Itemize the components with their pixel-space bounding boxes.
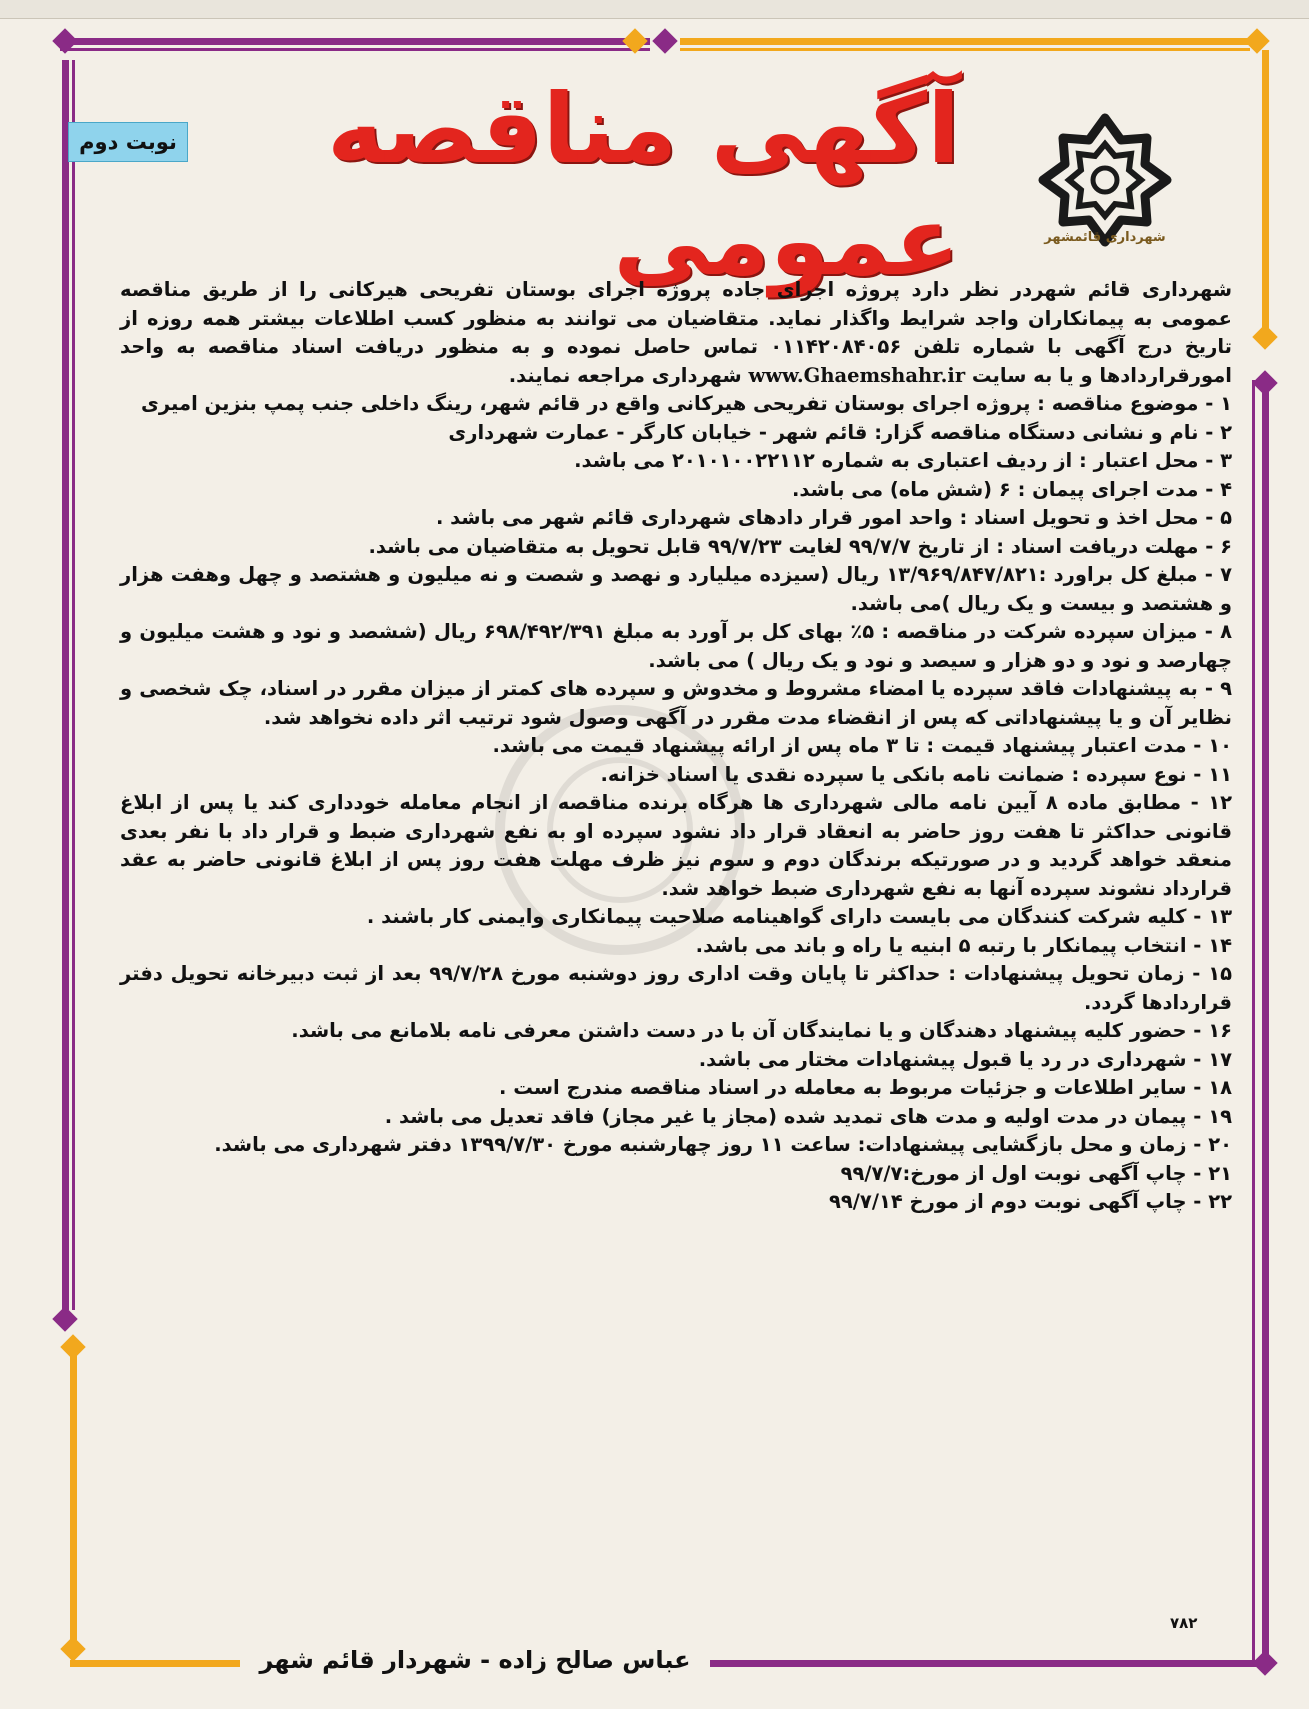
list-item: ۱۹ - پیمان در مدت اولیه و مدت های تمدید شده (مجاز یا غیر مجاز) فاقد تعدیل می باشد .: [384, 1104, 1232, 1128]
frame-corner-diamond: [1252, 1650, 1277, 1675]
frame-left-purple-inner: [72, 60, 75, 1310]
municipality-star-emblem-icon: [1035, 110, 1175, 250]
list-item: ۱۰ - مدت اعتبار پیشنهاد قیمت : تا ۳ ماه پس از ارائه پیشنهاد قیمت می باشد.: [492, 734, 1232, 757]
list-item: ۱۱ - نوع سپرده : ضمانت نامه بانکی یا سپرده نقدی یا اسناد خزانه.: [600, 762, 1232, 786]
list-item: ۱۲ - مطابق ماده ۸ آیین نامه مالی شهرداری ها هرگاه برنده مناقصه از انجام معامله خودداری کند یا پس از ابلاغ قانونی حداکثر تا هفت روز حاضر به انعقاد قرار داد نشود سپرده او به نفع شهرداری ضبط و قرار داد با نفر بعدی منعقد خواهد گردید و در صورتیکه برندگان دوم و سوم نیز ظرف مهلت هفت روز پس از ابلاغ قانونی حاضر به عقد قرارداد نشوند سپرده آنها به نفع شهرداری ضبط خواهد شد.: [120, 791, 1232, 900]
list-item: ۲ - نام و نشانی دستگاه مناقصه گزار: قائم شهر - خیابان کارگر - عمارت شهرداری: [448, 420, 1232, 444]
frame-diamond: [1252, 324, 1277, 349]
frame-corner-diamond: [60, 1636, 85, 1661]
list-item: ۵ - محل اخذ و تحویل اسناد : واحد امور قرار دادهای شهرداری قائم شهر می باشد .: [435, 506, 1232, 529]
frame-right-orange: [1262, 50, 1269, 340]
edition-badge: نوبت دوم: [68, 122, 188, 162]
frame-diamond: [1252, 370, 1277, 395]
list-item: ۱۶ - حضور کلیه پیشنهاد دهندگان و یا نمایندگان آن با در دست داشتن معرفی نامه بلامانع می باشد.: [291, 1019, 1232, 1042]
list-item: ۹ - به پیشنهادات فاقد سپرده یا امضاء مشروط و مخدوش و سپرده های کمتر از میزان مقرر در اسناد، چک شخصی و نظایر آن و یا پیشنهاداتی که پس از انقضاء مدت مقرر در آگهی وصول شود ترتیب اثر داده نخواهد شد.: [120, 677, 1232, 729]
ad-title: آگهی مناقصه عمومی: [327, 73, 960, 297]
website-link[interactable]: www.Ghaemshahr.ir: [748, 363, 966, 387]
list-item: ۱۵ - زمان تحویل پیشنهادات : حداکثر تا پایان وقت اداری روز دوشنبه مورخ ۹۹/۷/۲۸ بعد از ثبت دبیرخانه تحویل دفتر قراردادها گردد.: [120, 962, 1232, 1014]
list-item: ۳ - محل اعتبار : از ردیف اعتباری به شماره ۲۰۱۰۱۰۰۲۲۱۱۲ می باشد.: [574, 449, 1232, 472]
intro-text-end: شهرداری مراجعه نمایند.: [508, 363, 742, 387]
previous-ad-edge: [0, 0, 1309, 19]
intro-paragraph: [120, 276, 1232, 390]
signature: عباس صالح زاده - شهردار قائم شهر: [240, 1640, 710, 1680]
list-item: ۱۷ - شهرداری در رد یا قبول پیشنهادات مختار می باشد.: [698, 1047, 1232, 1071]
list-item: ۱۴ - انتخاب پیمانکار با رتبه ۵ ابنیه یا راه و باند می باشد.: [695, 933, 1232, 957]
list-item: ۱۸ - سایر اطلاعات و جزئیات مربوط به معامله در اسناد مناقصه مندرج است .: [499, 1076, 1232, 1099]
list-item: ۷ - مبلغ کل براورد :۱۳/۹۶۹/۸۴۷/۸۲۱ ریال (سیزده میلیارد و نهصد و شصت و نه میلیون و هشتصد و چهل وهفت هزار و هشتصد و بیست و یک ریال )می باشد.: [120, 563, 1232, 615]
logo-caption: شهرداری قائمشهر: [1044, 230, 1166, 245]
frame-diamond: [60, 1334, 85, 1359]
frame-right-purple-inner: [1252, 380, 1255, 1660]
list-item: ۲۲ - چاپ آگهی نوبت دوم از مورخ ۹۹/۷/۱۴: [829, 1190, 1232, 1213]
frame-bottom-purple: [700, 1660, 1260, 1667]
list-item: ۱۳ - کلیه شرکت کنندگان می بایست دارای گواهینامه صلاحیت پیمانکاری وایمنی کار باشند .: [366, 905, 1232, 928]
frame-diamond: [652, 28, 677, 53]
frame-right-purple: [1262, 380, 1269, 1660]
list-item: ۱ - موضوع مناقصه : پروژه اجرای بوستان تفریحی هیرکانی واقع در قائم شهر، رینگ داخلی جنب پمپ بنزین امیری: [141, 392, 1232, 415]
list-item: ۲۱ - چاپ آگهی نوبت اول از مورخ:۹۹/۷/۷: [840, 1161, 1232, 1185]
frame-top-orange: [680, 38, 1250, 45]
list-item: ۲۰ - زمان و محل بازگشایی پیشنهادات: ساعت ۱۱ روز چهارشنبه مورخ ۱۳۹۹/۷/۳۰ دفتر شهرداری می باشد.: [214, 1133, 1232, 1156]
list-item: ۴ - مدت اجرای پیمان : ۶ (شش ماه) می باشد.: [791, 477, 1232, 501]
list-item: ۶ - مهلت دریافت اسناد : از تاریخ ۹۹/۷/۷ لغایت ۹۹/۷/۲۳ قابل تحویل به متقاضیان می باشد.: [368, 534, 1232, 558]
list-item: ۸ - میزان سپرده شرکت در مناقصه : ۵٪ بهای کل بر آورد به مبلغ ۶۹۸/۴۹۲/۳۹۱ ریال (ششصد و نود و هشت میلیون و چهارصد و نود و دو هزار و سیصد و نود و یک ریال ) می باشد.: [120, 620, 1233, 672]
frame-top-orange-inner: [680, 48, 1250, 51]
frame-left-orange: [70, 1340, 77, 1640]
frame-diamond: [52, 1306, 77, 1331]
frame-left-purple: [62, 60, 69, 1310]
ad-body: [120, 276, 1232, 1217]
page-number: ۷۸۲: [1170, 1614, 1198, 1632]
frame-top-purple-inner: [60, 48, 650, 51]
frame-top-purple: [60, 38, 650, 45]
intro-text: شهرداری قائم شهردر نظر دارد پروژه اجرای جاده پروژه اجرای بوستان تفریحی هیرکانی را از طریق مناقصه عمومی به پیمانکاران واجد شرایط واگذار نماید. متقاضیان می توانند به منظور کسب اطلاعات بیشتر همه روزه از تاریخ درج آگهی با شماره تلفن ۰۱۱۴۲۰۸۴۰۵۶ تماس حاصل نموده و به منظور دریافت اسناد مناقصه به واحد امورقراردادها و یا به سایت: [120, 278, 1232, 387]
